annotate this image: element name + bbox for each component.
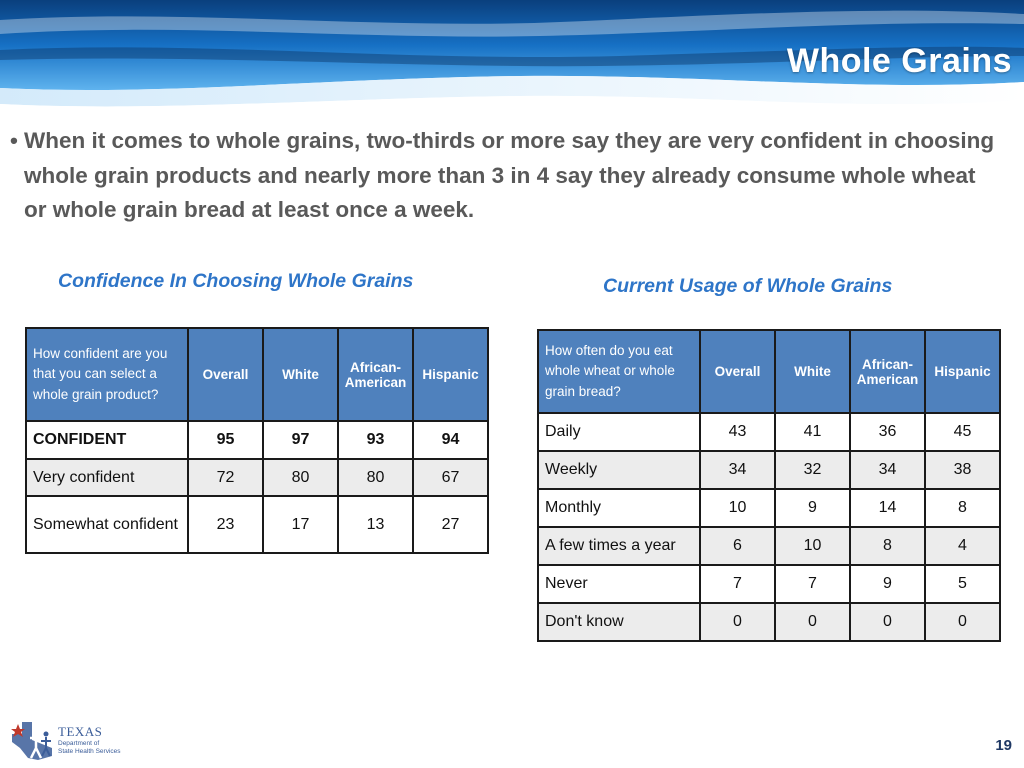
header-banner bbox=[0, 0, 1024, 120]
table-row bbox=[26, 459, 488, 496]
table-row bbox=[538, 489, 1000, 527]
table-row bbox=[538, 565, 1000, 603]
table-cell: 34 bbox=[700, 451, 775, 489]
table-cell: 45 bbox=[925, 413, 1000, 451]
table-row bbox=[26, 496, 488, 553]
table2-question: How often do you eat whole wheat or whole grain bread? bbox=[538, 330, 700, 413]
table-cell: 4 bbox=[925, 527, 1000, 565]
table-cell: 6 bbox=[700, 527, 775, 565]
bullet-point bbox=[10, 124, 1000, 228]
table-header-row bbox=[538, 330, 1000, 413]
logo-main-text: TEXAS bbox=[58, 724, 103, 739]
table-cell: 43 bbox=[700, 413, 775, 451]
usage-table bbox=[537, 329, 1001, 642]
table-cell: 67 bbox=[413, 459, 488, 496]
table-cell: 9 bbox=[850, 565, 925, 603]
column-header: White bbox=[775, 330, 850, 413]
row-label: Weekly bbox=[538, 451, 700, 489]
table-cell: 80 bbox=[338, 459, 413, 496]
table-cell: 36 bbox=[850, 413, 925, 451]
confidence-table bbox=[25, 327, 489, 554]
table-cell: 72 bbox=[188, 459, 263, 496]
column-header: Overall bbox=[188, 328, 263, 421]
bullet-marker: • bbox=[10, 128, 18, 153]
table-cell: 23 bbox=[188, 496, 263, 553]
table-cell: 94 bbox=[413, 421, 488, 459]
row-label: Don't know bbox=[538, 603, 700, 641]
row-label: Very confident bbox=[26, 459, 188, 496]
slide-title: Whole Grains bbox=[786, 42, 1012, 80]
table-cell: 0 bbox=[850, 603, 925, 641]
column-header: Hispanic bbox=[413, 328, 488, 421]
column-header: African-American bbox=[850, 330, 925, 413]
table-cell: 0 bbox=[775, 603, 850, 641]
table-cell: 10 bbox=[775, 527, 850, 565]
table-cell: 0 bbox=[925, 603, 1000, 641]
table-cell: 7 bbox=[775, 565, 850, 603]
table1-title: Confidence In Choosing Whole Grains bbox=[58, 270, 414, 292]
row-label: Monthly bbox=[538, 489, 700, 527]
table-row bbox=[538, 451, 1000, 489]
table-cell: 17 bbox=[263, 496, 338, 553]
row-label: Somewhat confident bbox=[26, 496, 188, 553]
table-cell: 97 bbox=[263, 421, 338, 459]
table-cell: 80 bbox=[263, 459, 338, 496]
table-row bbox=[538, 603, 1000, 641]
table-cell: 14 bbox=[850, 489, 925, 527]
table2-title: Current Usage of Whole Grains bbox=[603, 275, 893, 297]
table-cell: 95 bbox=[188, 421, 263, 459]
table-cell: 0 bbox=[700, 603, 775, 641]
logo-sub-text: Department of bbox=[58, 740, 100, 747]
table-cell: 9 bbox=[775, 489, 850, 527]
column-header: White bbox=[263, 328, 338, 421]
table-cell: 34 bbox=[850, 451, 925, 489]
page-number: 19 bbox=[995, 737, 1012, 754]
row-label: A few times a year bbox=[538, 527, 700, 565]
row-label: Never bbox=[538, 565, 700, 603]
texas-dshs-logo-icon bbox=[8, 718, 58, 767]
row-label: CONFIDENT bbox=[26, 421, 188, 459]
table-cell: 41 bbox=[775, 413, 850, 451]
table-cell: 7 bbox=[700, 565, 775, 603]
table-cell: 5 bbox=[925, 565, 1000, 603]
table-cell: 32 bbox=[775, 451, 850, 489]
table-row bbox=[26, 421, 488, 459]
table1-question: How confident are you that you can select a whole grain product? bbox=[26, 328, 188, 421]
table-cell: 93 bbox=[338, 421, 413, 459]
table-cell: 13 bbox=[338, 496, 413, 553]
column-header: Overall bbox=[700, 330, 775, 413]
table-header-row bbox=[26, 328, 488, 421]
row-label: Daily bbox=[538, 413, 700, 451]
table-cell: 27 bbox=[413, 496, 488, 553]
bullet-text: When it comes to whole grains, two-thirds or more say they are very confident in choosing whole grain products and nearly more than 3 in 4 say they already consume whole wheat or whole grain bread at least once a week. bbox=[24, 128, 995, 222]
table-row bbox=[538, 527, 1000, 565]
dshs-logo-text bbox=[58, 724, 121, 755]
table-cell: 8 bbox=[850, 527, 925, 565]
table-row bbox=[538, 413, 1000, 451]
column-header: African-American bbox=[338, 328, 413, 421]
logo-sub-text: State Health Services bbox=[58, 747, 121, 755]
table-cell: 10 bbox=[700, 489, 775, 527]
column-header: Hispanic bbox=[925, 330, 1000, 413]
table-cell: 38 bbox=[925, 451, 1000, 489]
table-cell: 8 bbox=[925, 489, 1000, 527]
